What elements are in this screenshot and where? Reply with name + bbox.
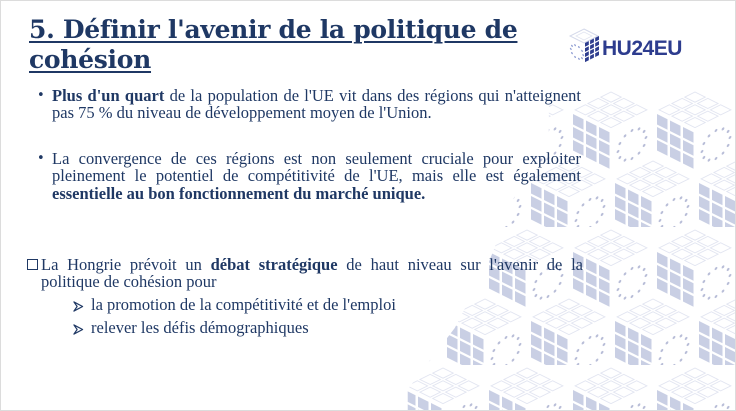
square-bullet-post: de haut niveau sur l'avenir de la politique de cohésion pour bbox=[41, 255, 583, 292]
bullet-item-convergence bbox=[37, 150, 581, 202]
bullet-text-post: de la population de l'UE vit dans des régions qui n'atteignent pas 75 % du niveau de développement moyen de l'Union. bbox=[52, 86, 582, 123]
square-bullet-icon bbox=[27, 256, 41, 270]
square-bullet-bold: débat stratégique bbox=[210, 255, 338, 274]
square-bullet-item-hongrie bbox=[27, 256, 583, 291]
hu24eu-logo-text: HU24EU bbox=[602, 37, 682, 60]
bullet-text bbox=[52, 87, 581, 122]
arrow-bullet-icon bbox=[73, 319, 91, 338]
square-bullet-pre: La Hongrie prévoit un bbox=[41, 255, 211, 274]
bullet-item-population bbox=[37, 87, 581, 122]
slide-title: 5. Définir l'avenir de la politique de cohésion bbox=[29, 15, 518, 74]
arrow-bullet-icon bbox=[73, 296, 91, 315]
sub-bullet-label: la promotion de la compétitivité et de l'emploi bbox=[91, 295, 396, 314]
bullet-text bbox=[52, 150, 581, 202]
bullet-text-bold: Plus d'un quart bbox=[52, 86, 165, 105]
sub-bullet-list bbox=[73, 296, 513, 343]
sub-bullet-item-competitivite bbox=[73, 296, 513, 315]
cube-pattern-background bbox=[401, 89, 736, 411]
bullet-text-pre: La convergence de ces régions est non seulement cruciale pour exploiter pleinement le potentiel de compétitivité de l'UE, mais elle est également bbox=[52, 149, 581, 186]
bullet-text-bold: essentielle au bon fonctionnement du marché unique. bbox=[52, 183, 426, 203]
sub-bullet-label: relever les défis démographiques bbox=[91, 318, 309, 338]
bullet-dot-icon: • bbox=[37, 88, 45, 103]
hu24eu-cube-icon bbox=[567, 27, 601, 71]
sub-bullet-item-demographie bbox=[73, 319, 513, 338]
square-bullet-text bbox=[41, 256, 583, 291]
bullet-dot-icon: • bbox=[37, 151, 45, 166]
hu24eu-logo bbox=[567, 27, 682, 71]
